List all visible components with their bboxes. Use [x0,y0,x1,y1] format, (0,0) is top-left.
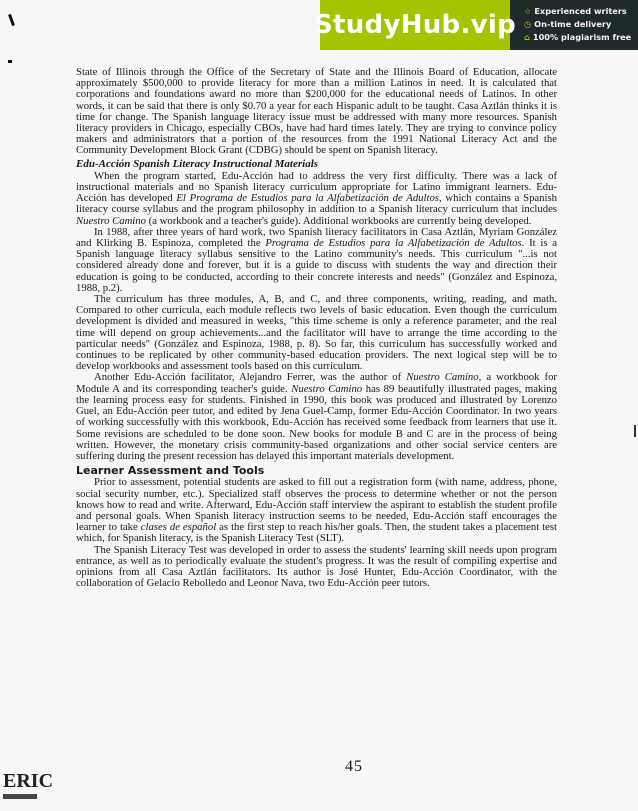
eric-logo-text: ERIC [3,770,54,792]
text-run: Prior to assessment, potential students are asked to fill out a registration form (with name, address, phone, social security number, etc.). Specialized staff observes the process to determine whether or not the person knows how to read and write. Afterward, Edu-Acción staff interview the aspirant to establish the student profile and personal goals. When Spanish literacy instruction seems to be needed, Edu-Acción staff encourages the learner to take [76,476,557,534]
banner-feature-text: 100% plagiarism free [532,32,632,42]
banner-feature-text: On-time delivery [534,19,612,29]
book-title: Nuestro Camino [76,214,146,227]
scan-mark [634,425,636,437]
section-heading-materials: Edu-Acción Spanish Literacy Instructional Materials [76,157,319,170]
text-run: as the first step to reach his/her goals. Then, the student takes a placement test which, for Spanish literacy, is the Spanish Literacy Test (SLT). [76,521,558,545]
book-title: El Programa de Estudios para la Alfabetización de Adultos [176,192,439,205]
text-run: (a workbook and a teacher's guide). Additional workbooks are currently being developed. [145,214,532,227]
eric-logo [3,770,54,806]
text-run: . It is a Spanish language literacy syllabus sensitive to the Latino community's needs. This curriculum "...is not considered already done and forever, but it is a guide to discuss with students the way and direction their education is going to be conducted, according to their concrete interests and needs" (González and Espinoza, 1988, p.2). [76,237,557,294]
text-run: When the program started, Edu-Acción had to address the very first difficulty. There was a lack of instructional materials and no Spanish literacy curriculum appropriate for Latino immigrant learners. Edu-Acción has developed [76,169,557,205]
studyhub-banner[interactable] [313,0,638,50]
studyhub-logo[interactable]: StudyHub.vip [320,0,510,50]
paragraph [76,372,557,462]
text-run: , a workbook for Module A and its corresponding teacher's guide. [76,371,557,395]
text-run: , which contains a Spanish literacy course syllabus and the program philosophy in addition to a Spanish literacy curriculum that includes [76,192,557,216]
paragraph [76,171,557,227]
eric-logo-bar [3,794,37,799]
book-title: Programa de Estudios para la Alfabetización de Adultos [265,237,522,250]
paragraph: The Spanish Literacy Test was developed in order to assess the students' learning skill needs upon program entrance, as well as to periodically evaluate the student's progress. It was the result of compiling expertise and opinions from all Casa Aztlán facilitators. Its author is José Hunter, Edu-Acción Coordinator, with the collaboration of Gelacio Rebolledo and Leonor Nava, two Edu-Acción peer tutors. [76,543,557,590]
course-title: clases de español [140,521,217,534]
paragraph [76,227,557,294]
book-title: Nuestro Camino [291,382,363,395]
book-title: Nuestro Camino [406,371,479,384]
section-heading-assessment: Learner Assessment and Tools [76,464,265,478]
banner-feature [524,18,638,31]
paragraph [76,477,557,544]
page-number: 45 [345,758,363,775]
scan-mark [8,14,15,26]
text-run: has 89 beautifully illustrated pages, making the learning process easy for students. Finished in 1990, this book was produced and illustrated by Lorenzo Guel, an Edu-Acción peer tutor, and edited by Jena Guel-Camp, former Edu-Acción Coordinator. In two years of working successfully with this workbook, Edu-Acción has received some feedback from learners that use it. Some revisions are scheduled to be done soon. New books for module B and C are in the process of being written. However, the monetary crisis community-based organizations and other social service centers are suffering during the present recession has delayed this important materials development. [76,382,557,462]
text-run: Another Edu-Acción facilitator, Alejandro Ferrer, was the author of [94,371,407,384]
banner-feature-list [510,0,638,50]
banner-feature [524,5,638,18]
clock-icon: ◷ [524,19,532,29]
intro-paragraph: State of Illinois through the Office of the Secretary of State and the Illinois Board of Education, allocate approximately $500,000 to provide literacy for more than a million Latinos in need. It is calculated that corporations and foundations award no more than $200,000 for the educational needs of Latinos. In other words, it can be said that there is only $0.70 a year for each Hispanic adult to be taught. Casa Aztlán thinks it is time for change. The Spanish language literacy issue must be addressed with many more resources. Spanish literacy providers in Chicago, especially CBOs, have had hard times lately. They are trying to convince policy makers and administrators that a portion of the resources from the 1991 National Literacy Act and the Community Development Block Grant (CDBG) should be spent on Spanish literacy. [76,66,557,157]
document-body [76,67,557,589]
paragraph: The curriculum has three modules, A, B, and C, and three components, writing, reading, and math. Compared to other curricula, each module reflects two levels of basic education. Even though the curriculum development is divided and measured in weeks, "this time scheme is only a reference parameter, and the real time will depend on group achievements...and the facilitator will have to arrange the time according to the particular needs" (González and Espinoza, 1988, p. 8). So far, this curriculum has successfully worked and continues to be replicated by other community-based education providers. The next logical step will be to develop workbooks and assessment tools based on this curriculum. [76,293,557,373]
banner-feature [524,31,638,44]
shield-icon: ⌂ [524,32,530,42]
banner-feature-text: Experienced writers [534,6,627,16]
text-run: In 1988, after three years of hard work, two Spanish literacy facilitators in Casa Aztlán, Myriam González and Klirking B. Espinoza, completed the [76,225,557,250]
scan-mark [8,60,12,63]
star-icon: ☆ [524,6,532,16]
